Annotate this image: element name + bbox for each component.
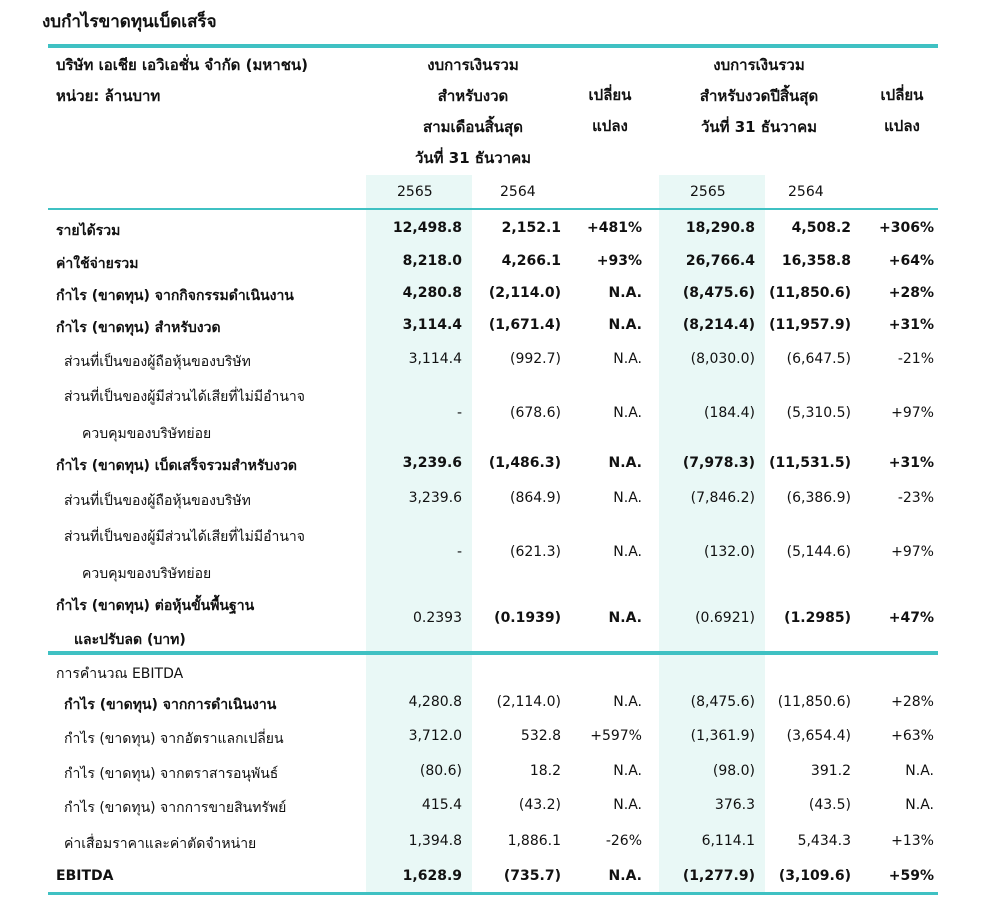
label-line: และปรับลด (บาท) [74,632,186,648]
cell: (0.6921) [695,610,755,626]
cell: -21% [897,351,934,367]
header-group-quarter [415,50,531,174]
top-rule [48,44,938,48]
cell: N.A. [613,405,642,421]
row-label: ค่าใช้จ่ายรวม [56,256,139,272]
cell: (3,109.6) [778,868,851,884]
label-line: ส่วนที่เป็นของผู้มีส่วนได้เสียที่ไม่มีอำนาจ [64,529,305,545]
cell: (8,475.6) [682,285,755,301]
cell: - [456,544,462,560]
cell: (992.7) [509,351,561,367]
cell: N.A. [905,797,934,813]
cell: (621.3) [509,544,561,560]
row-label [64,386,305,445]
cell: 3,239.6 [402,455,462,471]
cell: 3,712.0 [408,728,462,744]
cell: +28% [891,694,934,710]
cell: 26,766.4 [685,253,755,269]
row-label: กำไร (ขาดทุน) จากการดำเนินงาน [64,697,277,713]
row-label: ส่วนที่เป็นของผู้ถือหุ้นของบริษัท [64,354,251,370]
header-line: สามเดือนสิ้นสุด [423,118,523,136]
cell: (678.6) [509,405,561,421]
cell: +13% [891,833,934,849]
cell: +93% [596,253,642,269]
cell: -26% [605,833,642,849]
cell: 3,114.4 [408,351,462,367]
cell: -23% [897,490,934,506]
cell: 4,266.1 [501,253,561,269]
bottom-rule [48,892,938,895]
cell: N.A. [608,868,642,884]
row-label: กำไร (ขาดทุน) เบ็ดเสร็จรวมสำหรับงวด [56,458,298,474]
header-line: งบการเงินรวม [713,56,805,74]
cell: N.A. [608,285,642,301]
cell: (132.0) [703,544,755,560]
label-line: กำไร (ขาดทุน) ต่อหุ้นขั้นพื้นฐาน [56,598,255,614]
cell: 391.2 [810,763,851,779]
cell: N.A. [608,610,642,626]
cell: (864.9) [509,490,561,506]
header-line: สำหรับงวดปีสิ้นสุด [699,87,819,105]
highlight-column-q2565 [366,175,472,892]
cell: 4,508.2 [791,220,851,236]
row-label: ส่วนที่เป็นของผู้ถือหุ้นของบริษัท [64,493,251,509]
cell: (98.0) [712,763,755,779]
cell: N.A. [613,797,642,813]
cell: +63% [891,728,934,744]
cell: 1,394.8 [408,833,462,849]
unit-label: หน่วย: ล้านบาท [56,87,161,105]
row-label: กำไร (ขาดทุน) จากกิจกรรมดำเนินงาน [56,288,294,304]
header-rule [48,208,938,210]
cell: +59% [888,868,934,884]
row-label: EBITDA [56,868,114,884]
header-company-block [56,50,308,112]
label-line: ควบคุมของบริษัทย่อย [82,426,212,442]
row-label [56,595,254,651]
cell: (6,386.9) [786,490,851,506]
cell: 1,628.9 [402,868,462,884]
row-label: กำไร (ขาดทุน) จากการขายสินทรัพย์ [64,800,287,816]
cell: (2,114.0) [496,694,561,710]
cell: N.A. [608,317,642,333]
cell: N.A. [608,455,642,471]
cell: 532.8 [520,728,561,744]
header-line: งบการเงินรวม [427,56,519,74]
cell: +31% [888,455,934,471]
cell: 18,290.8 [685,220,755,236]
cell: (2,114.0) [488,285,561,301]
cell: (43.5) [808,797,851,813]
cell: +64% [888,253,934,269]
cell: +306% [879,220,934,236]
header-line: วันที่ 31 ธันวาคม [414,149,532,167]
cell: N.A. [613,351,642,367]
cell: (1,486.3) [488,455,561,471]
section-rule [48,651,938,655]
cell: (8,475.6) [690,694,755,710]
year-header: 2565 [690,184,726,200]
cell: - [456,405,462,421]
cell: (735.7) [503,868,561,884]
row-label [64,526,305,585]
cell: 4,280.8 [408,694,462,710]
cell: +481% [587,220,642,236]
cell: 2,152.1 [501,220,561,236]
cell: +47% [888,610,934,626]
cell: 6,114.1 [701,833,755,849]
cell: (11,957.9) [769,317,851,333]
year-header: 2565 [397,184,433,200]
cell: 16,358.8 [781,253,851,269]
cell: 8,218.0 [402,253,462,269]
cell: N.A. [613,694,642,710]
header-change-quarter [589,80,632,142]
cell: (184.4) [703,405,755,421]
row-label: ค่าเสื่อมราคาและค่าตัดจำหน่าย [64,836,257,852]
header-line: วันที่ 31 ธันวาคม [700,118,818,136]
cell: +28% [888,285,934,301]
header-line: เปลี่ยน [880,86,924,104]
page-title: งบกำไรขาดทุนเบ็ดเสร็จ [42,12,217,32]
cell: (43.2) [518,797,561,813]
cell: (1.2985) [784,610,851,626]
cell: (11,531.5) [769,455,851,471]
header-change-year [881,80,924,142]
header-line: เปลี่ยน [588,86,632,104]
cell: 18.2 [529,763,561,779]
cell: (0.1939) [494,610,561,626]
cell: N.A. [613,544,642,560]
highlight-column-y2565 [659,175,765,892]
cell: (11,850.6) [769,285,851,301]
cell: 3,114.4 [402,317,462,333]
cell: (7,978.3) [682,455,755,471]
cell: (8,214.4) [682,317,755,333]
header-group-year [700,50,818,143]
cell: (1,277.9) [682,868,755,884]
header-line: สำหรับงวด [437,87,509,105]
cell: (11,850.6) [777,694,851,710]
cell: 1,886.1 [507,833,561,849]
cell: 376.3 [714,797,755,813]
cell: N.A. [613,490,642,506]
cell: (8,030.0) [690,351,755,367]
company-name: บริษัท เอเชีย เอวิเอชั่น จำกัด (มหาชน) [56,56,308,74]
cell: (6,647.5) [786,351,851,367]
ebitda-heading: การคำนวณ EBITDA [56,666,184,682]
header-line: แปลง [884,117,920,135]
row-label: กำไร (ขาดทุน) จากตราสารอนุพันธ์ [64,766,279,782]
cell: N.A. [905,763,934,779]
year-header: 2564 [500,184,536,200]
label-line: ควบคุมของบริษัทย่อย [82,566,212,582]
cell: (7,846.2) [690,490,755,506]
cell: (1,361.9) [690,728,755,744]
cell: 4,280.8 [402,285,462,301]
cell: (5,310.5) [786,405,851,421]
cell: +597% [590,728,642,744]
cell: 3,239.6 [408,490,462,506]
cell: 0.2393 [413,610,462,626]
cell: 12,498.8 [392,220,462,236]
cell: (3,654.4) [786,728,851,744]
cell: (5,144.6) [786,544,851,560]
row-label: กำไร (ขาดทุน) สำหรับงวด [56,320,221,336]
cell: 415.4 [421,797,462,813]
row-label: รายได้รวม [56,223,121,239]
row-label: กำไร (ขาดทุน) จากอัตราแลกเปลี่ยน [64,731,284,747]
cell: +31% [888,317,934,333]
cell: 5,434.3 [797,833,851,849]
header-line: แปลง [592,117,628,135]
label-line: ส่วนที่เป็นของผู้มีส่วนได้เสียที่ไม่มีอำนาจ [64,389,305,405]
year-header: 2564 [788,184,824,200]
cell: (80.6) [419,763,462,779]
cell: (1,671.4) [488,317,561,333]
cell: N.A. [613,763,642,779]
cell: +97% [891,544,934,560]
cell: +97% [891,405,934,421]
